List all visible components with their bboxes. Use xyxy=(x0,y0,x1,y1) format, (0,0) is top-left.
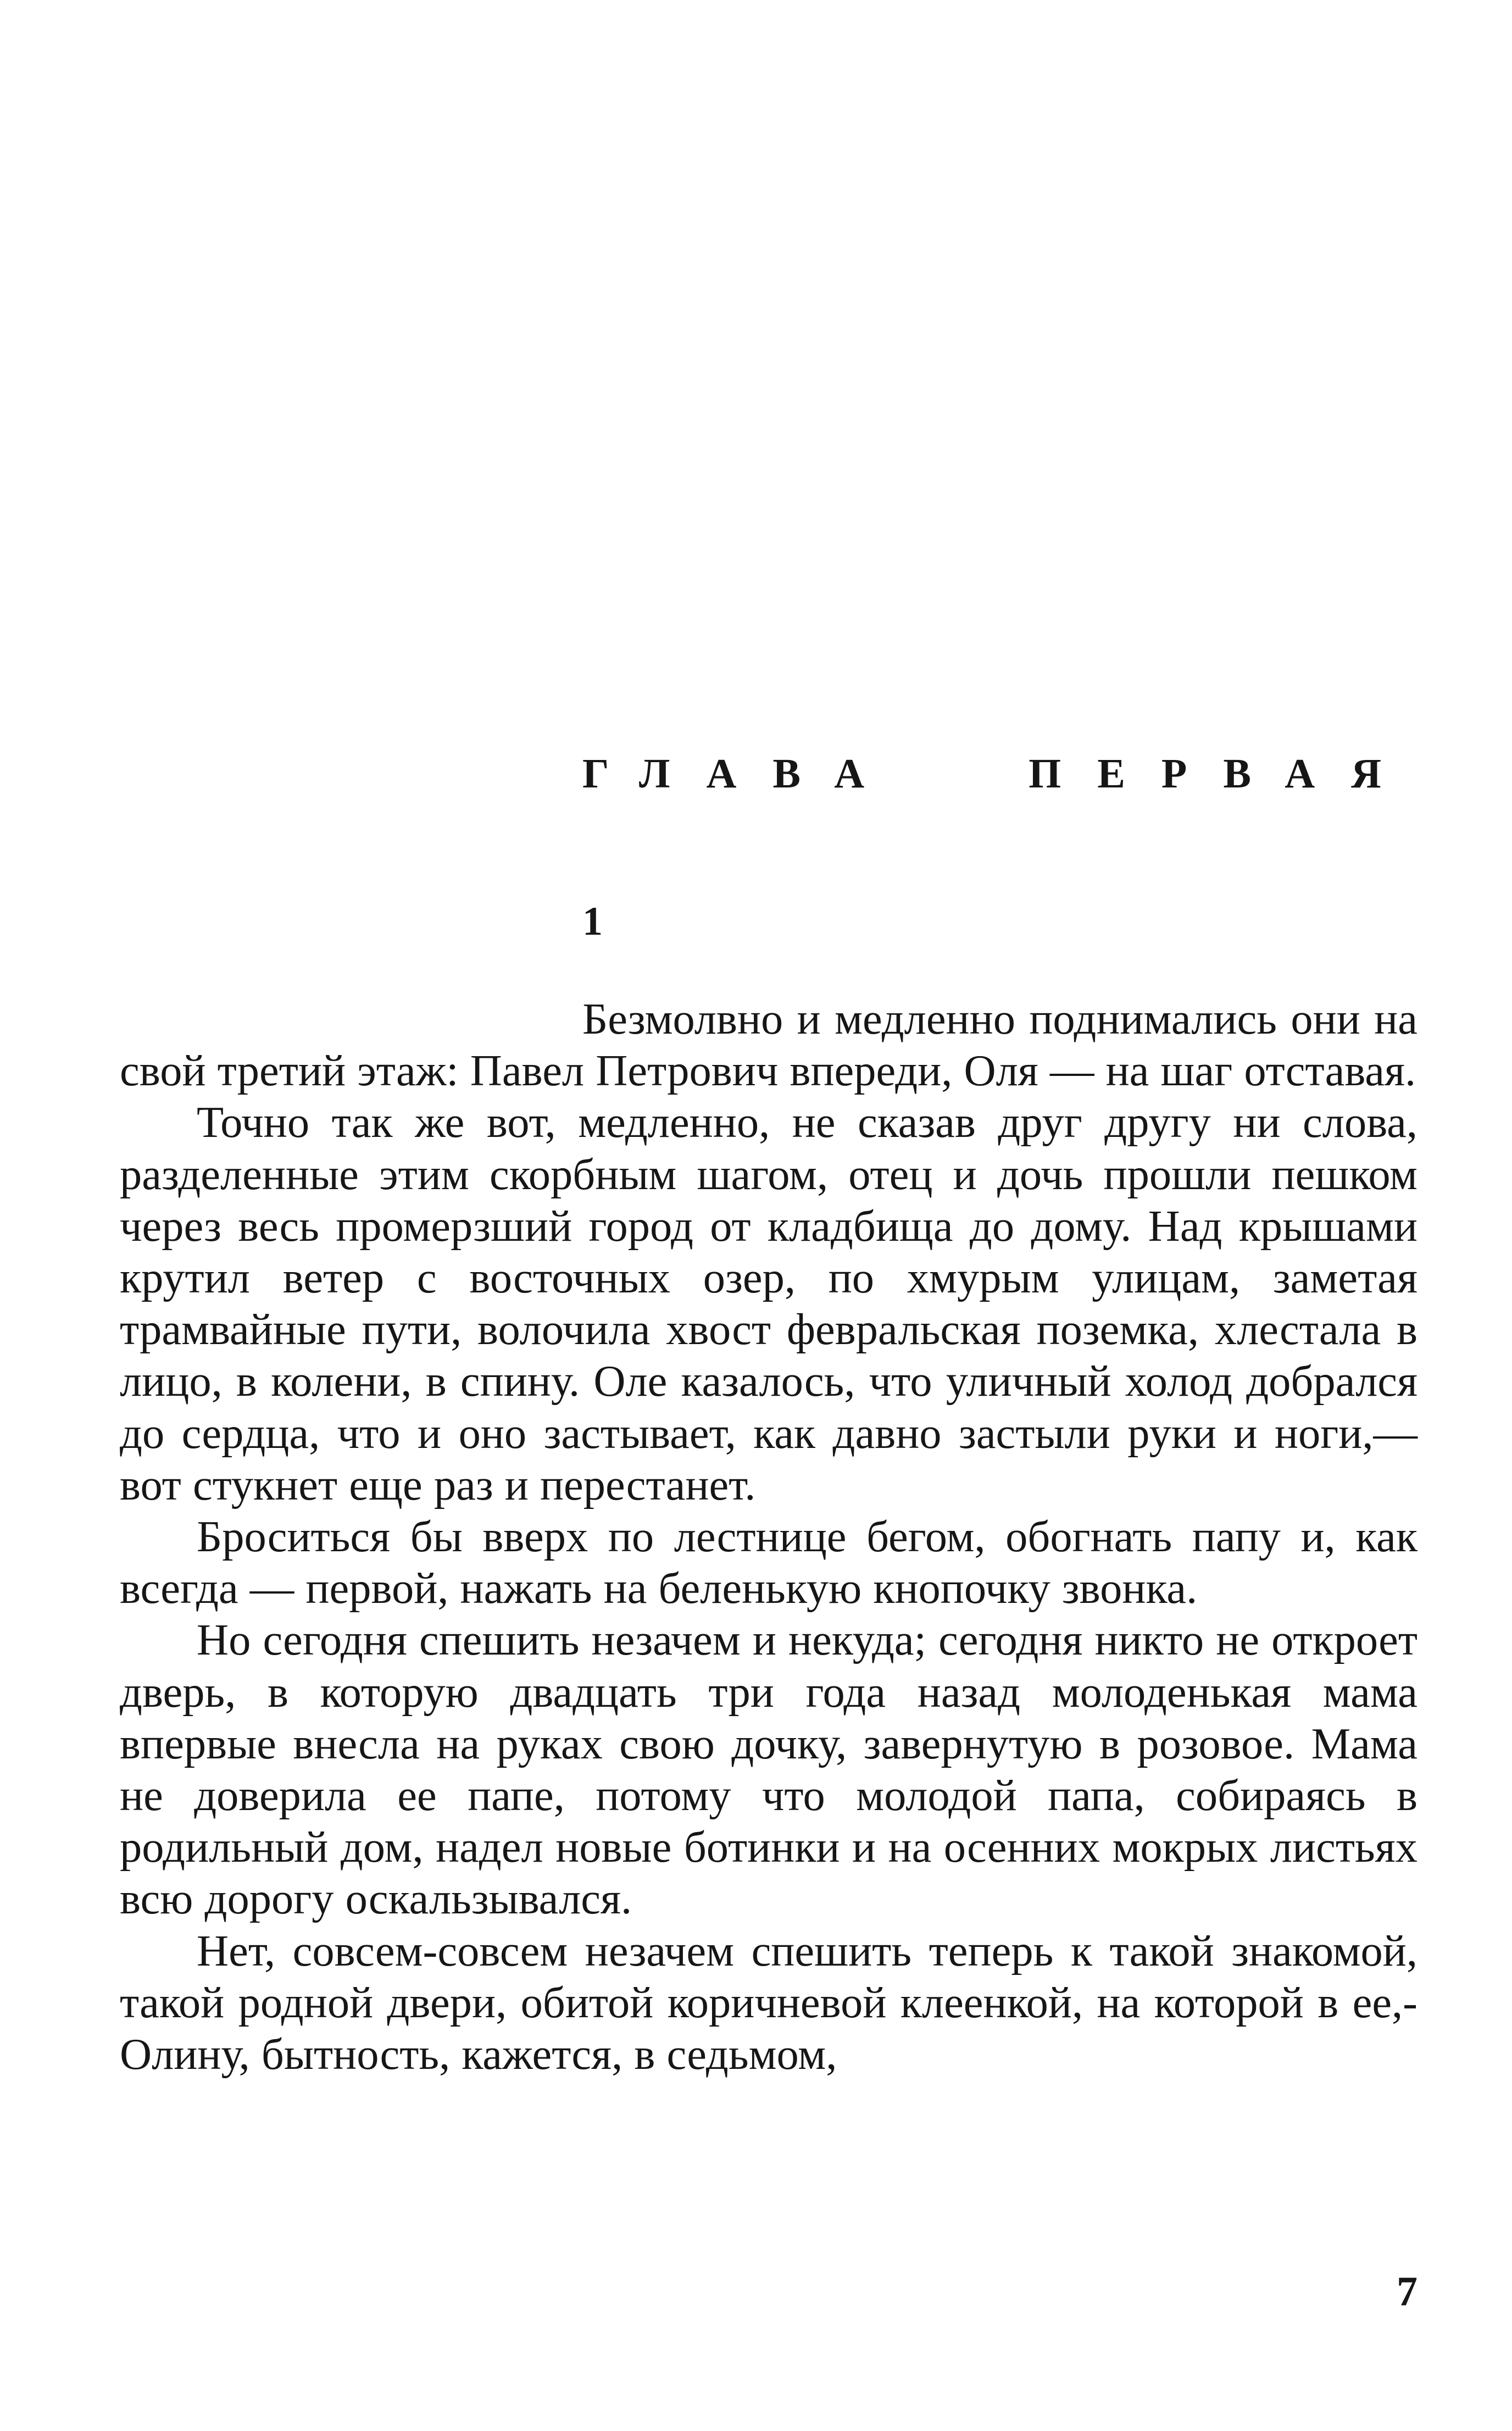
section-number: 1 xyxy=(582,899,603,944)
page-number: 7 xyxy=(1397,2268,1418,2315)
paragraph-5: Нет, совсем-совсем незачем спешить теперь к такой знакомой, такой родной двери, обитой коричневой клеенкой, на которой в ее,- Олину, бытность, кажется, в седьмом, xyxy=(120,1926,1418,2079)
chapter-heading-word-1: ГЛАВА xyxy=(582,751,901,797)
paragraph-3: Броситься бы вверх по лестнице бегом, обогнать папу и, как всегда — первой, нажать на беленькую кнопочку звонка. xyxy=(120,1512,1418,1613)
chapter-heading-word-2: ПЕРВАЯ xyxy=(1029,751,1418,797)
paragraph-4: Но сегодня спешить незачем и некуда; сегодня никто не откроет дверь, в которую двадцать три года назад молоденькая мама впервые внесла на руках свою дочку, завернутую в розовое. Мама не доверила ее папе, потому что молодой папа, собираясь в родильный дом, надел новые ботинки и на осенних мокрых листьях всю дорогу оскальзывался. xyxy=(120,1616,1418,1924)
chapter-heading xyxy=(582,753,1418,795)
body-text xyxy=(120,994,1418,2080)
paragraph-1: Безмолвно и медленно поднимались они на свой третий этаж: Павел Петрович впереди, Оля — на шаг отставая. xyxy=(120,995,1418,1096)
paragraph-2: Точно так же вот, медленно, не сказав друг другу ни слова, разделенные этим скорбным шагом, отец и дочь прошли пешком через весь промерзший город от кладбища до дому. Над крышами крутил ветер с восточных озер, по хмурым улицам, заметая трамвайные пути, волочила хвост февральская поземка, хлестала в лицо, в колени, в спину. Оле казалось, что уличный холод добрался до сердца, что и оно застывает, как давно застыли руки и ноги,— вот стукнет еще раз и перестанет. xyxy=(120,1098,1418,1509)
